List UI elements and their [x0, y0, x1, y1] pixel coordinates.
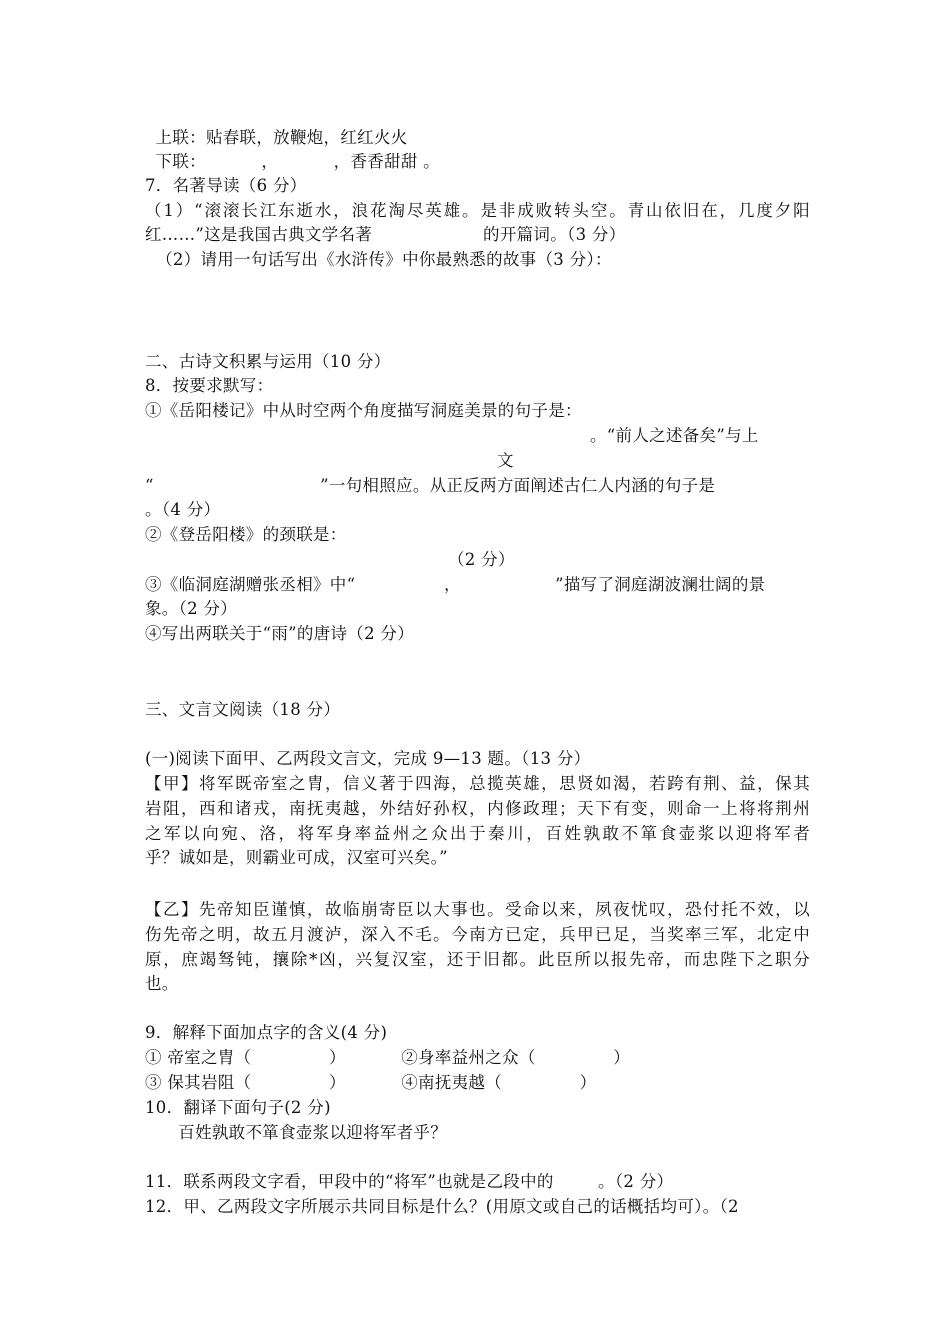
- q8-item1-line2: 。“前人之述备矣”与上: [590, 426, 759, 445]
- couplet-lower: 下联： ， ，香香甜甜 。: [150, 152, 440, 171]
- q7-part2: （2）请用一句话写出《水浒传》中你最熟悉的故事（3 分）：: [145, 250, 612, 269]
- q7-part1-line2: 红……”这是我国古典文学名著 的开篇词。（3 分）: [145, 225, 626, 244]
- passage-yi-line: 伤先帝之明，故五月渡泸，深入不毛。今南方已定，兵甲已足，当奖率三军，北定中: [145, 925, 810, 944]
- section3-intro: (一)阅读下面甲、乙两段文言文，完成 9—13 题。（13 分）: [145, 749, 591, 768]
- q8-item3-line1: ③《临洞庭湖赠张丞相》中“ ， ”描写了洞庭湖波澜壮阔的景: [145, 575, 766, 594]
- q7-title: 7．名著导读（6 分）: [145, 176, 307, 195]
- q8-item2-line1: ②《登岳阳楼》的颈联是：: [145, 525, 347, 544]
- couplet-upper: 上联：贴春联，放鞭炮，红红火火: [150, 128, 408, 147]
- q8-item2-line2: （2 分）: [448, 550, 515, 569]
- q8-item3-line2: 象。（2 分）: [145, 599, 238, 618]
- q9-row1: ① 帝室之胄（ ） ②身率益州之众（ ）: [145, 1048, 631, 1067]
- passage-yi-line: 【乙】先帝知臣谨慎，故临崩寄臣以大事也。受命以来，夙夜忧叹，恐付托不效，以: [145, 900, 810, 919]
- q12: 12．甲、乙两段文字所展示共同目标是什么？(用原文或自己的话概括均可）。（2: [145, 1197, 739, 1216]
- q8-item1-line1: ①《岳阳楼记》中从时空两个角度描写洞庭美景的句子是：: [145, 401, 582, 420]
- passage-yi-line: 原，庶竭驽钝，攘除*凶，兴复汉室，还于旧都。此臣所以报先帝，而忠陛下之职分: [145, 950, 810, 969]
- passage-jia-line: 之军以向宛、洛，将军身率益州之众出于秦川，百姓孰敢不箪食壶浆以迎将军者: [145, 824, 810, 843]
- q10-sentence: 百姓孰敢不箪食壶浆以迎将军者乎？: [145, 1123, 448, 1142]
- q8-item4: ④写出两联关于“雨”的唐诗（2 分）: [145, 624, 415, 643]
- q7-part1-line1: （1）“滚滚长江东逝水，浪花淘尽英雄。是非成败转头空。青山依旧在，几度夕阳: [145, 201, 810, 220]
- passage-jia-line: 乎？诚如是，则霸业可成，汉室可兴矣。”: [145, 848, 448, 867]
- passage-jia-line: 岩阻，西和诸戎，南抚夷越，外结好孙权，内修政理；天下有变，则命一上将将荆州: [145, 799, 810, 818]
- q8-title: 8．按要求默写：: [145, 376, 274, 395]
- q8-item1-line4: “ ”一句相照应。从正反两方面阐述古仁人内涵的句子是: [145, 476, 716, 495]
- passage-jia-line: 【甲】将军既帝室之胄，信义著于四海，总揽英雄，思贤如渴，若跨有荆、益，保其: [145, 774, 810, 793]
- q10-title: 10．翻译下面句子(2 分): [145, 1098, 331, 1117]
- section3-heading: 三、文言文阅读（18 分）: [145, 700, 341, 719]
- section2-heading: 二、古诗文积累与运用（10 分）: [145, 352, 391, 371]
- q9-row2: ③ 保其岩阻（ ） ④南抚夷越（ ）: [145, 1073, 597, 1092]
- passage-yi-line: 也。: [145, 974, 179, 993]
- q8-item1-line3: 文: [497, 451, 514, 470]
- q11: 11．联系两段文字看，甲段中的“将军”也就是乙段中的 。（2 分）: [145, 1172, 674, 1191]
- q9-title: 9．解释下面加点字的含义(4 分): [145, 1023, 388, 1042]
- q8-item1-line5: 。（4 分）: [145, 500, 221, 519]
